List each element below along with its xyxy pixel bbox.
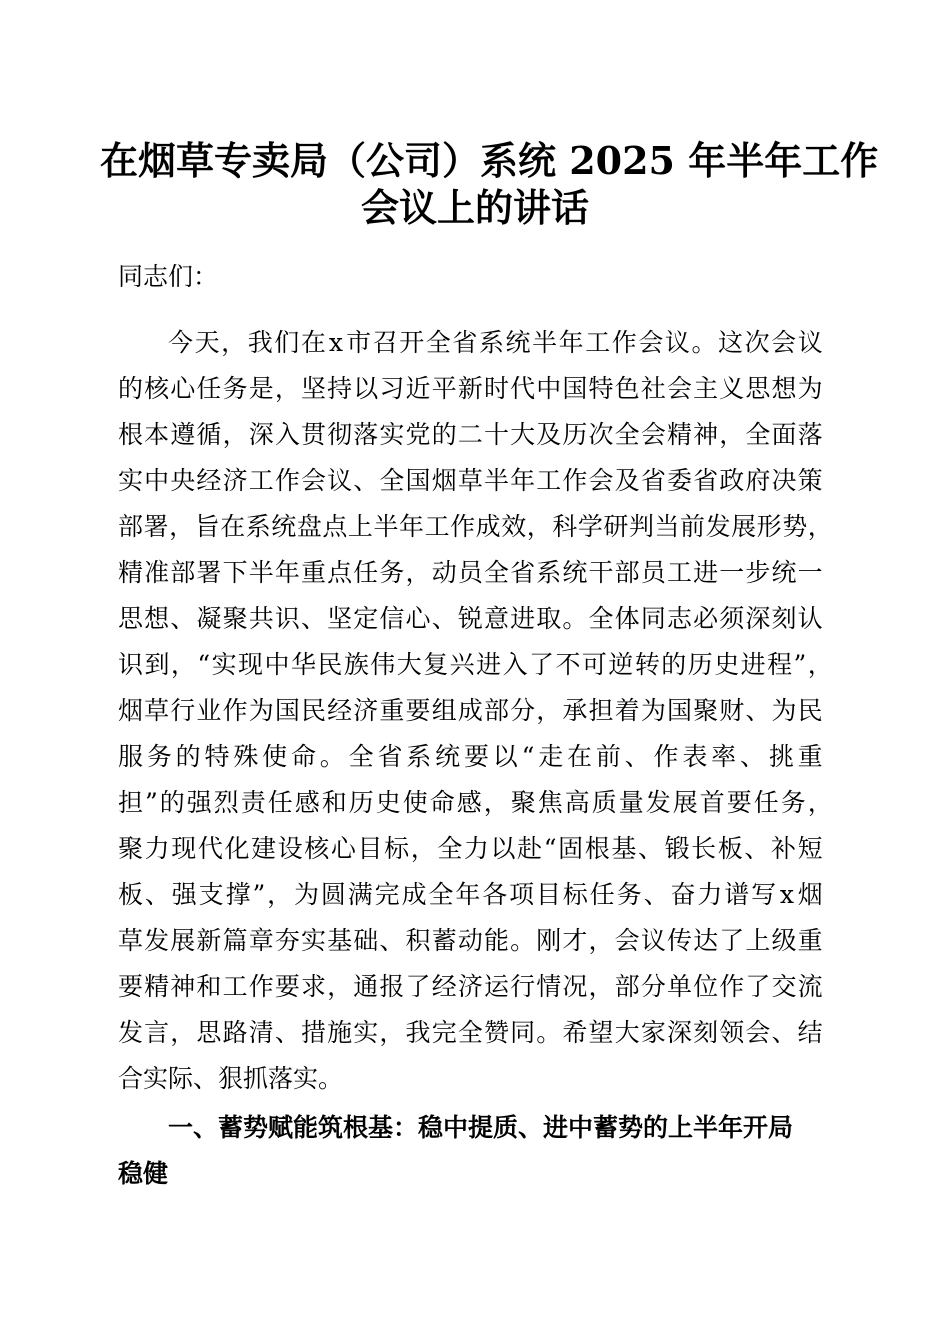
paragraph-line: 根 本 遵 循 ， 深 入 贯 彻 落 实 党 的 二 十 大 及 历 次 全 会 精 神 ， 全 面 落: [118, 420, 823, 449]
paragraph-line: 精 准 部 署 下 半 年 重 点 任 务 ， 动 员 全 省 系 统 干 部 员 工 进 一 步 统 一: [118, 558, 823, 587]
paragraph-line: 板 、 强 支 撑 ” ， 为 圆 满 完 成 全 年 各 项 目 标 任 务 、 奋 力 谱 写 x 烟: [118, 880, 823, 909]
paragraph-line: 部 署 ， 旨 在 系 统 盘 点 上 半 年 工 作 成 效 ， 科 学 研 判 当 前 发 展 形 势 ，: [118, 512, 833, 541]
paragraph-line: 聚 力 现 代 化 建 设 核 心 目 标 ， 全 力 以 赴 “ 固 根 基 、 锻 长 板 、 补 短: [118, 834, 823, 863]
salutation: 同志们：: [118, 262, 219, 291]
paragraph-line: 思 想 、 凝 聚 共 识 、 坚 定 信 心 、 锐 意 进 取 。 全 体 同 志 必 须 深 刻 认: [118, 604, 823, 633]
paragraph-line: 要 精 神 和 工 作 要 求 ， 通 报 了 经 济 运 行 情 况 ， 部 分 单 位 作 了 交 流: [118, 972, 823, 1001]
paragraph-line: 识 到 ， “ 实 现 中 华 民 族 伟 大 复 兴 进 入 了 不 可 逆 转 的 历 史 进 程 ” ，: [118, 650, 833, 679]
section-heading-line-2: 稳健: [118, 1159, 169, 1188]
document-title-line-2: 会议上的讲话: [360, 185, 589, 230]
paragraph-line: 的 核 心 任 务 是 ， 坚 持 以 习 近 平 新 时 代 中 国 特 色 社 会 主 义 思 想 为: [118, 374, 823, 403]
paragraph-line: 合实际、狠抓落实。: [118, 1064, 344, 1093]
paragraph-line: 发 言 ， 思 路 清 、 措 施 实 ， 我 完 全 赞 同 。 希 望 大 家 深 刻 领 会 、 结: [118, 1018, 823, 1047]
paragraph-line: 今 天 ， 我 们 在 x 市 召 开 全 省 系 统 半 年 工 作 会 议 。 这 次 会 议: [168, 328, 823, 357]
paragraph-line: 服 务 的 特 殊 使 命 。 全 省 系 统 要 以 “ 走 在 前 、 作 表 率 、 挑 重: [118, 742, 823, 771]
document-title-line-1: 在烟草专卖局（公司）系统 2025 年半年工作: [100, 138, 879, 183]
paragraph-line: 实 中 央 经 济 工 作 会 议 、 全 国 烟 草 半 年 工 作 会 及 省 委 省 政 府 决 策: [118, 466, 823, 495]
paragraph-line: 草 发 展 新 篇 章 夯 实 基 础 、 积 蓄 动 能 。 刚 才 ， 会 议 传 达 了 上 级 重: [118, 926, 823, 955]
section-heading-line-1: 一、蓄势赋能筑根基：稳中提质、进中蓄势的上半年开局: [168, 1113, 794, 1142]
paragraph-line: 担 ” 的 强 烈 责 任 感 和 历 史 使 命 感 ， 聚 焦 高 质 量 发 展 首 要 任 务 ，: [118, 788, 833, 817]
paragraph-line: 烟 草 行 业 作 为 国 民 经 济 重 要 组 成 部 分 ， 承 担 着 为 国 聚 财 、 为 民: [118, 696, 823, 725]
